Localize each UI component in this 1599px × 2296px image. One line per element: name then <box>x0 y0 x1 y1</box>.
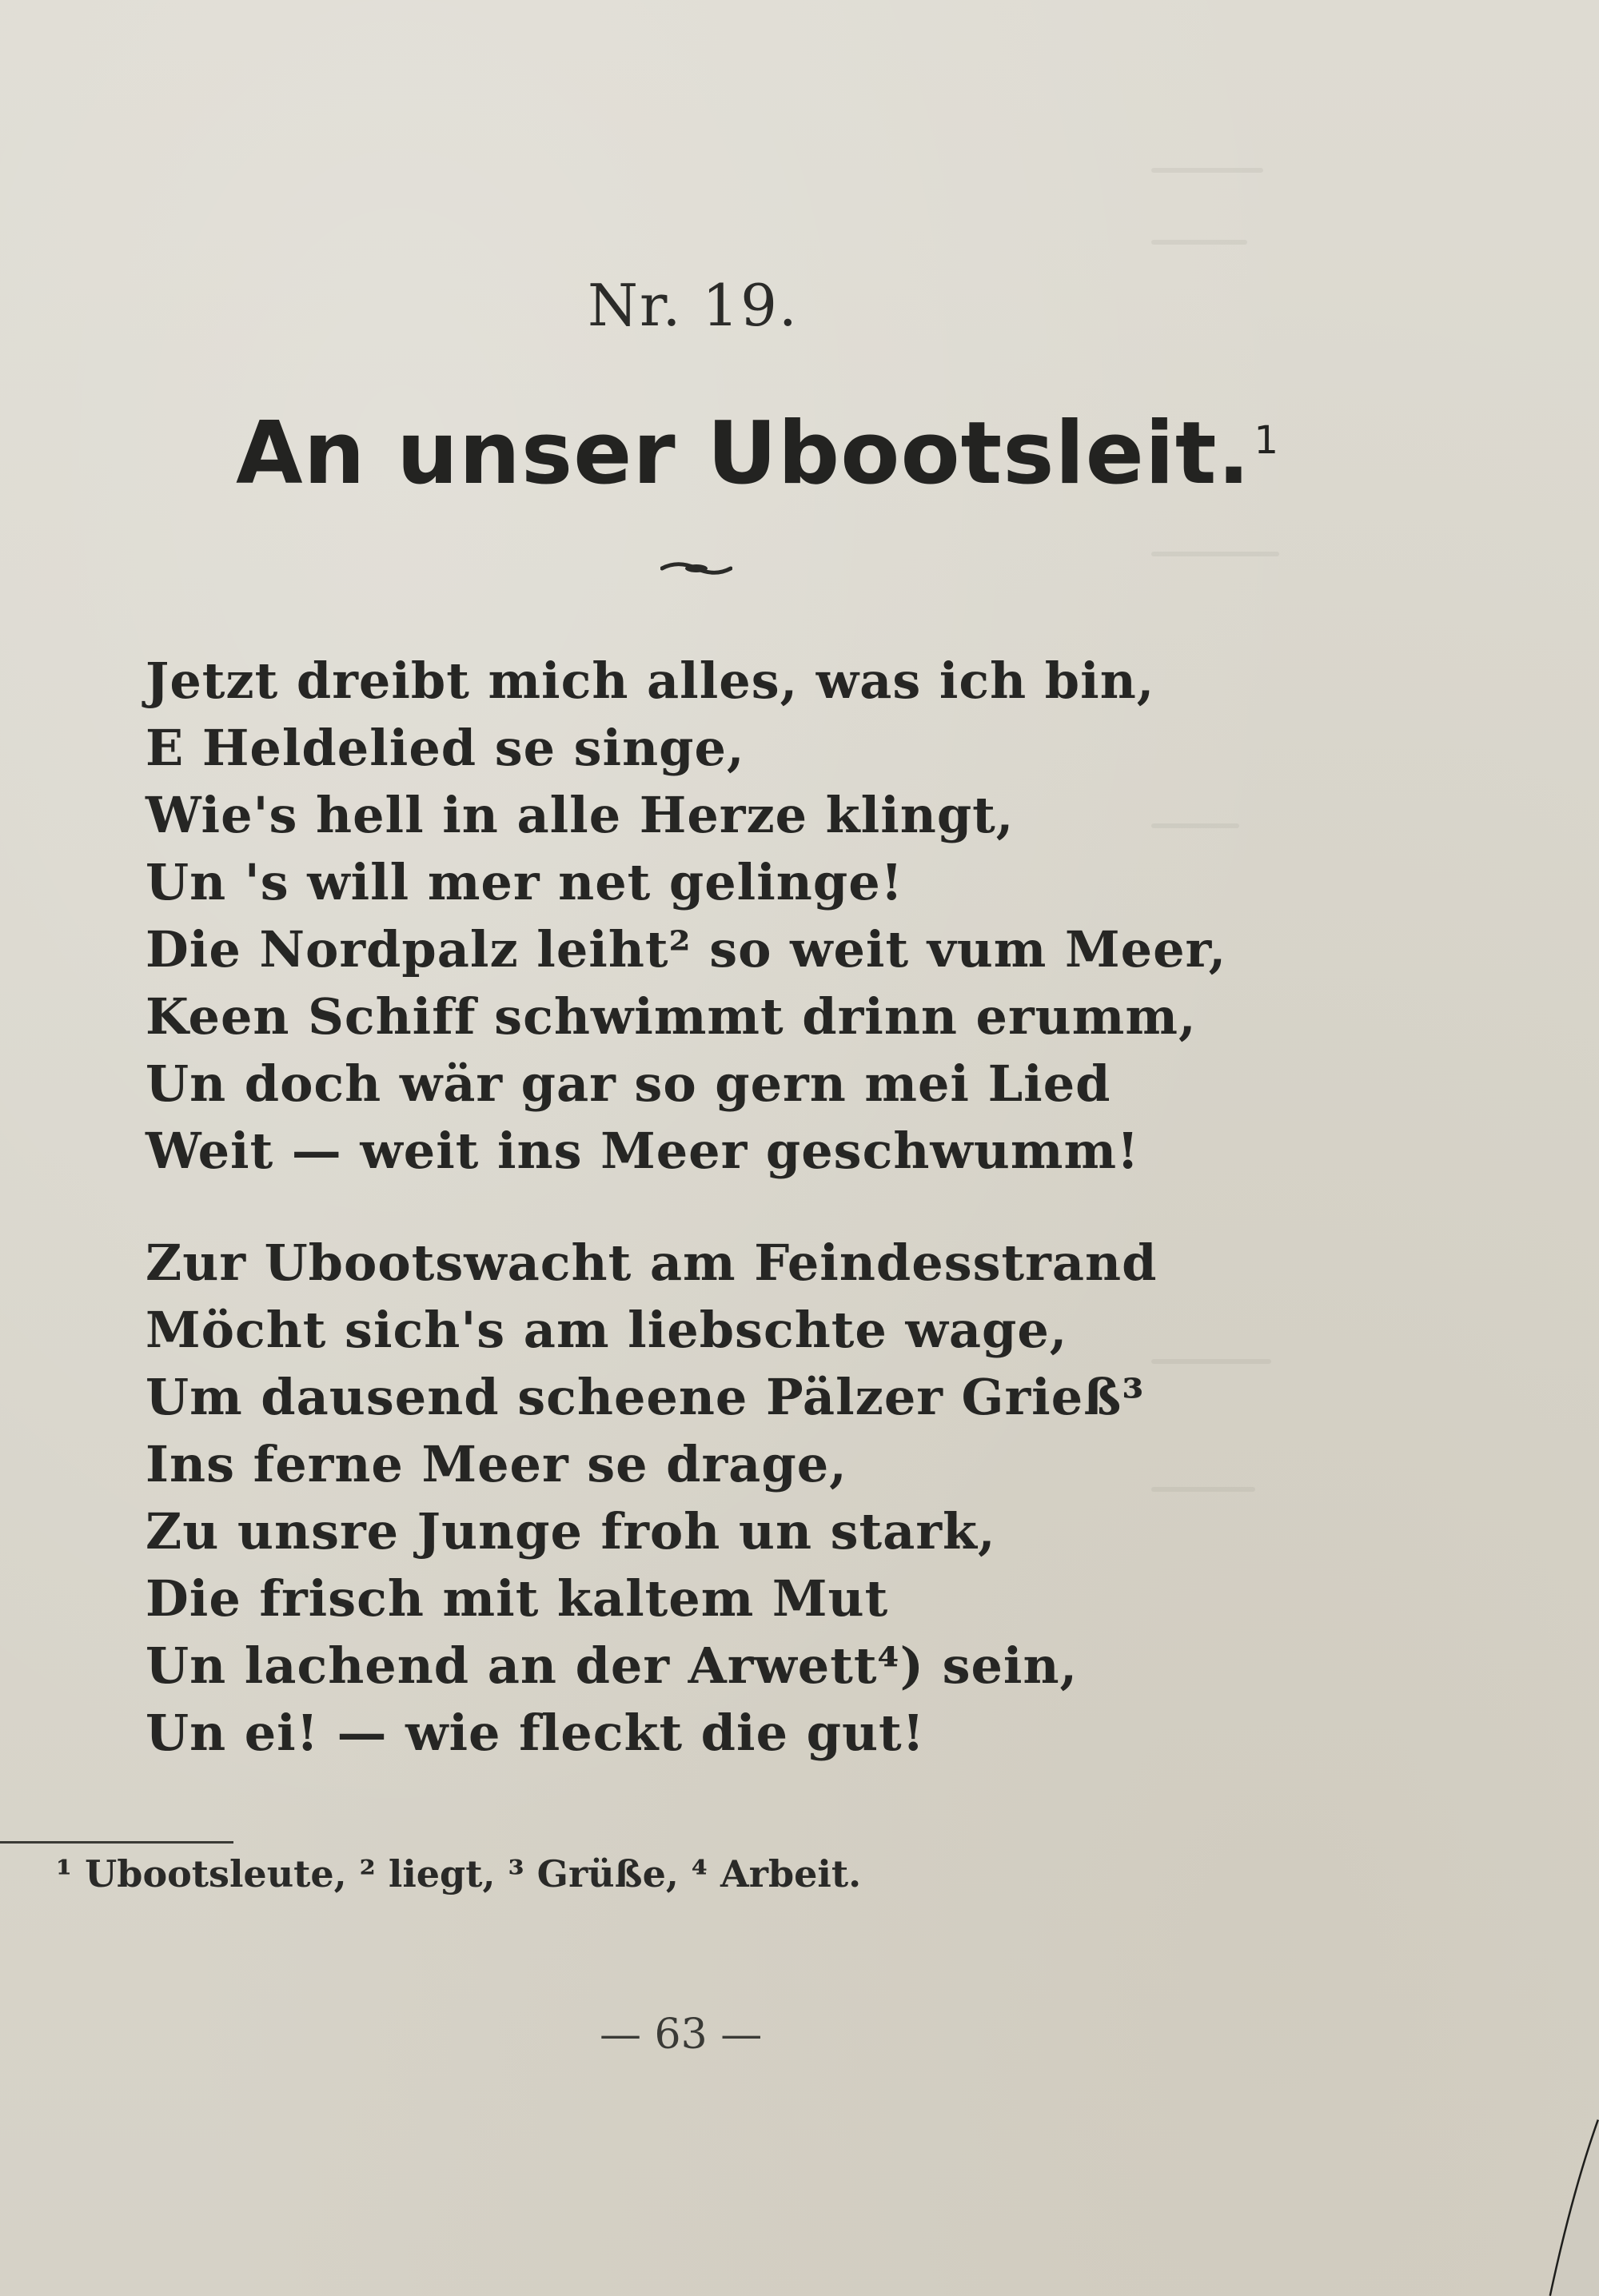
bleed-through-mark <box>1151 552 1279 556</box>
verse-line: Ins ferne Meer se drage, <box>146 1435 847 1493</box>
bleed-through-mark <box>1151 1487 1255 1492</box>
verse-line: Möcht sich's am liebschte wage, <box>146 1301 1068 1359</box>
verse-line: Un doch wär gar so gern mei Lied <box>146 1054 1111 1113</box>
verse-line: Un 's will mer net gelinge! <box>146 853 903 911</box>
poem-title-text: An unser Ubootsleit. <box>236 404 1251 504</box>
verse-line: Die frisch mit kaltem Mut <box>146 1569 889 1628</box>
stanza-1 <box>146 648 1226 1185</box>
title-footnote-mark: 1 <box>1254 418 1280 463</box>
verse-line: Die Nordpalz leiht² so weit vum Meer, <box>146 920 1227 979</box>
poem-title <box>236 404 1279 504</box>
verse-line: Um dausend scheene Pälzer Grieß³ <box>146 1368 1145 1426</box>
verse-line: Jetzt dreibt mich alles, was ich bin, <box>146 652 1155 710</box>
verse-line: Un lachend an der Arwett⁴) sein, <box>146 1636 1079 1695</box>
bleed-through-mark <box>1151 240 1247 245</box>
verse-line: Weit — weit ins Meer geschwumm! <box>146 1122 1140 1180</box>
verse-line: Wie's hell in alle Herze klingt, <box>146 786 1015 844</box>
footnotes: ¹ Ubootsleute, ² liegt, ³ Grüße, ⁴ Arbeit. <box>56 1852 862 1895</box>
verse-line: Zu unsre Junge froh un stark, <box>146 1502 996 1561</box>
footnote-divider <box>0 1841 233 1844</box>
ornament-divider-icon <box>660 561 732 576</box>
verse-line: Keen Schiff schwimmt drinn erumm, <box>146 987 1197 1046</box>
page-curl-icon <box>1535 2104 1599 2296</box>
verse-line: E Heldelied se singe, <box>146 719 745 777</box>
page-number: — 63 — <box>600 2011 763 2059</box>
poem-number: Nr. 19. <box>588 272 799 339</box>
stanza-2 <box>146 1230 1157 1767</box>
bleed-through-mark <box>1151 168 1263 173</box>
verse-line: Zur Ubootswacht am Feindesstrand <box>146 1234 1158 1292</box>
verse-line: Un ei! — wie fleckt die gut! <box>146 1704 925 1762</box>
bleed-through-mark <box>1151 1359 1271 1364</box>
